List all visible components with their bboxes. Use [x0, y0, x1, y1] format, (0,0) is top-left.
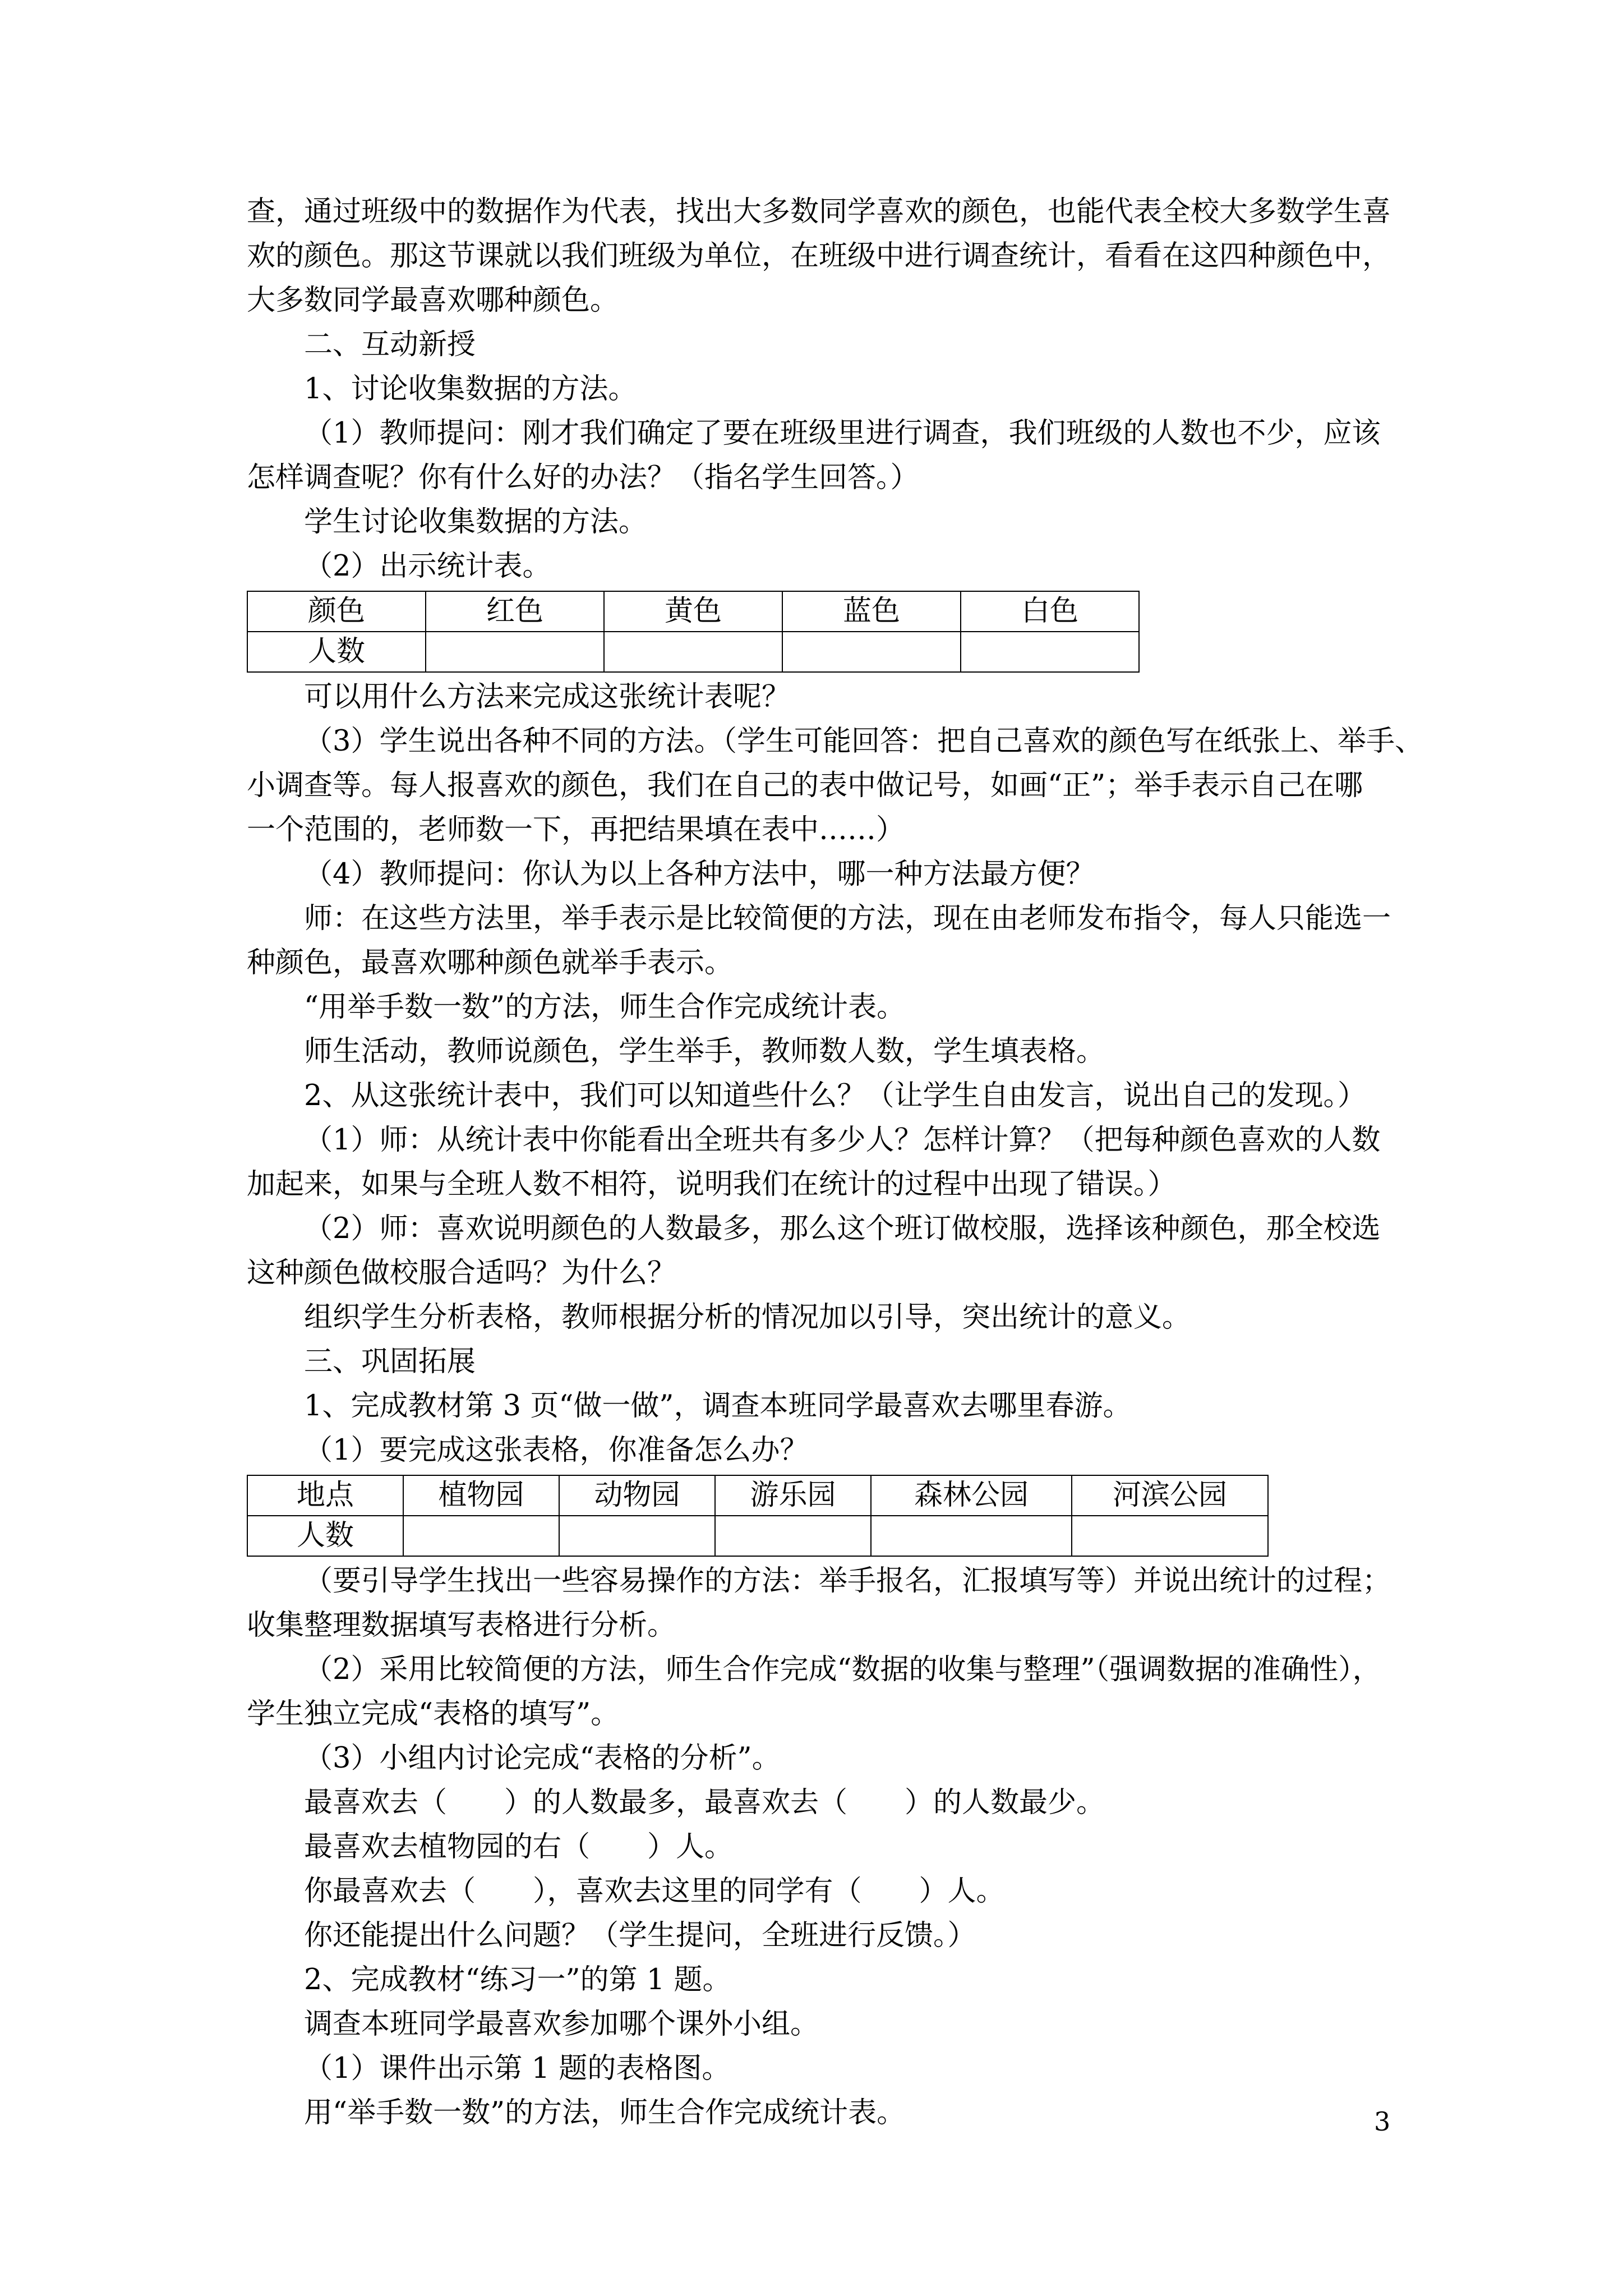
table-cell	[961, 632, 1139, 672]
subsection-heading: 1、讨论收集数据的方法。	[304, 372, 637, 406]
paragraph-line: 你还能提出什么问题？（学生提问，全班进行反馈。）	[304, 1919, 976, 1952]
table-cell	[604, 632, 782, 672]
subsection-heading: 2、完成教材“练习一”的第 1 题。	[304, 1963, 731, 1996]
paragraph-line: （1）课件出示第 1 题的表格图。	[304, 2052, 731, 2085]
table-cell	[782, 632, 961, 672]
table-cell	[715, 1516, 871, 1556]
paragraph-line: 用“举手数一数”的方法，师生合作完成统计表。	[304, 2096, 906, 2129]
paragraph-line: （3）小组内讨论完成“表格的分析”。	[304, 1742, 781, 1775]
paragraph-line: 种颜色，最喜欢哪种颜色就举手表示。	[247, 946, 734, 979]
paragraph-line: （4）教师提问：你认为以上各种方法中，哪一种方法最方便？	[304, 858, 1095, 891]
paragraph-line: 小调查等。每人报喜欢的颜色，我们在自己的表中做记号，如画“正”；举手表示自己在哪	[247, 769, 1363, 802]
paragraph-line: （1）师：从统计表中你能看出全班共有多少人？怎样计算？（把每种颜色喜欢的人数	[304, 1124, 1381, 1157]
paragraph-line: “用举手数一数”的方法，师生合作完成统计表。	[304, 991, 906, 1024]
paragraph-line: 欢的颜色。那这节课就以我们班级为单位，在班级中进行调查统计，看看在这四种颜色中，	[247, 240, 1391, 273]
document-body	[247, 190, 1423, 2135]
subsection-heading: 1、完成教材第 3 页“做一做”，调查本班同学最喜欢去哪里春游。	[304, 1389, 1132, 1423]
section-heading: 二、互动新授	[304, 328, 476, 361]
fill-in-question: 你最喜欢去（ ），喜欢去这里的同学有（ ）人。	[304, 1875, 1005, 1908]
table-row	[247, 1516, 1268, 1556]
table-cell: 人数	[247, 632, 426, 672]
table-cell	[403, 1516, 559, 1556]
color-survey-table	[247, 591, 1140, 673]
paragraph-line: 组织学生分析表格，教师根据分析的情况加以引导，突出统计的意义。	[304, 1301, 1191, 1334]
table-cell: 蓝色	[782, 591, 961, 632]
table-cell: 颜色	[247, 591, 426, 632]
table-cell: 黄色	[604, 591, 782, 632]
paragraph-line: 查，通过班级中的数据作为代表，找出大多数同学喜欢的颜色，也能代表全校大多数学生喜	[247, 195, 1391, 228]
table-cell: 地点	[247, 1475, 403, 1516]
table-cell: 森林公园	[871, 1475, 1072, 1516]
table-row	[247, 632, 1139, 672]
table-cell: 游乐园	[715, 1475, 871, 1516]
paragraph-line: 学生讨论收集数据的方法。	[304, 505, 648, 539]
table-cell: 植物园	[403, 1475, 559, 1516]
paragraph-line: （要引导学生找出一些容易操作的方法：举手报名，汇报填写等）并说出统计的过程；	[304, 1565, 1391, 1598]
table-header-row	[247, 591, 1139, 632]
table-cell	[871, 1516, 1072, 1556]
paragraph-line: （2）师：喜欢说明颜色的人数最多，那么这个班订做校服，选择该种颜色，那全校选	[304, 1212, 1381, 1245]
spring-trip-survey-table	[247, 1475, 1269, 1557]
paragraph-line: 调查本班同学最喜欢参加哪个课外小组。	[304, 2008, 819, 2041]
section-heading: 三、巩固拓展	[304, 1345, 476, 1378]
table-cell: 河滨公园	[1072, 1475, 1268, 1516]
paragraph-line: 学生独立完成“表格的填写”。	[247, 1697, 620, 1731]
paragraph-line: 这种颜色做校服合适吗？为什么？	[247, 1257, 676, 1290]
fill-in-question: 最喜欢去植物园的右（ ）人。	[304, 1830, 734, 1864]
table-cell	[426, 632, 604, 672]
paragraph-line: 收集整理数据填写表格进行分析。	[247, 1609, 676, 1642]
paragraph-line: （2）采用比较简便的方法，师生合作完成“数据的收集与整理”（强调数据的准确性），	[304, 1653, 1381, 1686]
table-header-row	[247, 1475, 1268, 1516]
paragraph-line: 加起来，如果与全班人数不相符，说明我们在统计的过程中出现了错误。）	[247, 1168, 1177, 1201]
table-cell: 人数	[247, 1516, 403, 1556]
paragraph-line: 可以用什么方法来完成这张统计表呢？	[304, 680, 791, 714]
paragraph-line: （3）学生说出各种不同的方法。（学生可能回答：把自己喜欢的颜色写在纸张上、举手、	[304, 725, 1423, 758]
table-cell	[1072, 1516, 1268, 1556]
paragraph-line: 师：在这些方法里，举手表示是比较简便的方法，现在由老师发布指令，每人只能选一	[304, 902, 1391, 935]
table-cell: 红色	[426, 591, 604, 632]
paragraph-line: （1）要完成这张表格，你准备怎么办？	[304, 1434, 809, 1467]
paragraph-line: （1）教师提问：刚才我们确定了要在班级里进行调查，我们班级的人数也不少，应该	[304, 417, 1381, 450]
paragraph-line: 一个范围的，老师数一下，再把结果填在表中……）	[247, 813, 905, 846]
paragraph-line: （2）出示统计表。	[304, 550, 551, 583]
page-number: 3	[1374, 2106, 1391, 2137]
table-cell: 动物园	[559, 1475, 715, 1516]
subsection-heading: 2、从这张统计表中，我们可以知道些什么？（让学生自由发言，说出自己的发现。）	[304, 1079, 1366, 1112]
fill-in-question: 最喜欢去（ ）的人数最多，最喜欢去（ ）的人数最少。	[304, 1786, 1105, 1819]
table-cell: 白色	[961, 591, 1139, 632]
table-cell	[559, 1516, 715, 1556]
paragraph-line: 大多数同学最喜欢哪种颜色。	[247, 284, 619, 317]
paragraph-line: 怎样调查呢？你有什么好的办法？（指名学生回答。）	[247, 461, 919, 494]
paragraph-line: 师生活动，教师说颜色，学生举手，教师数人数，学生填表格。	[304, 1035, 1105, 1068]
